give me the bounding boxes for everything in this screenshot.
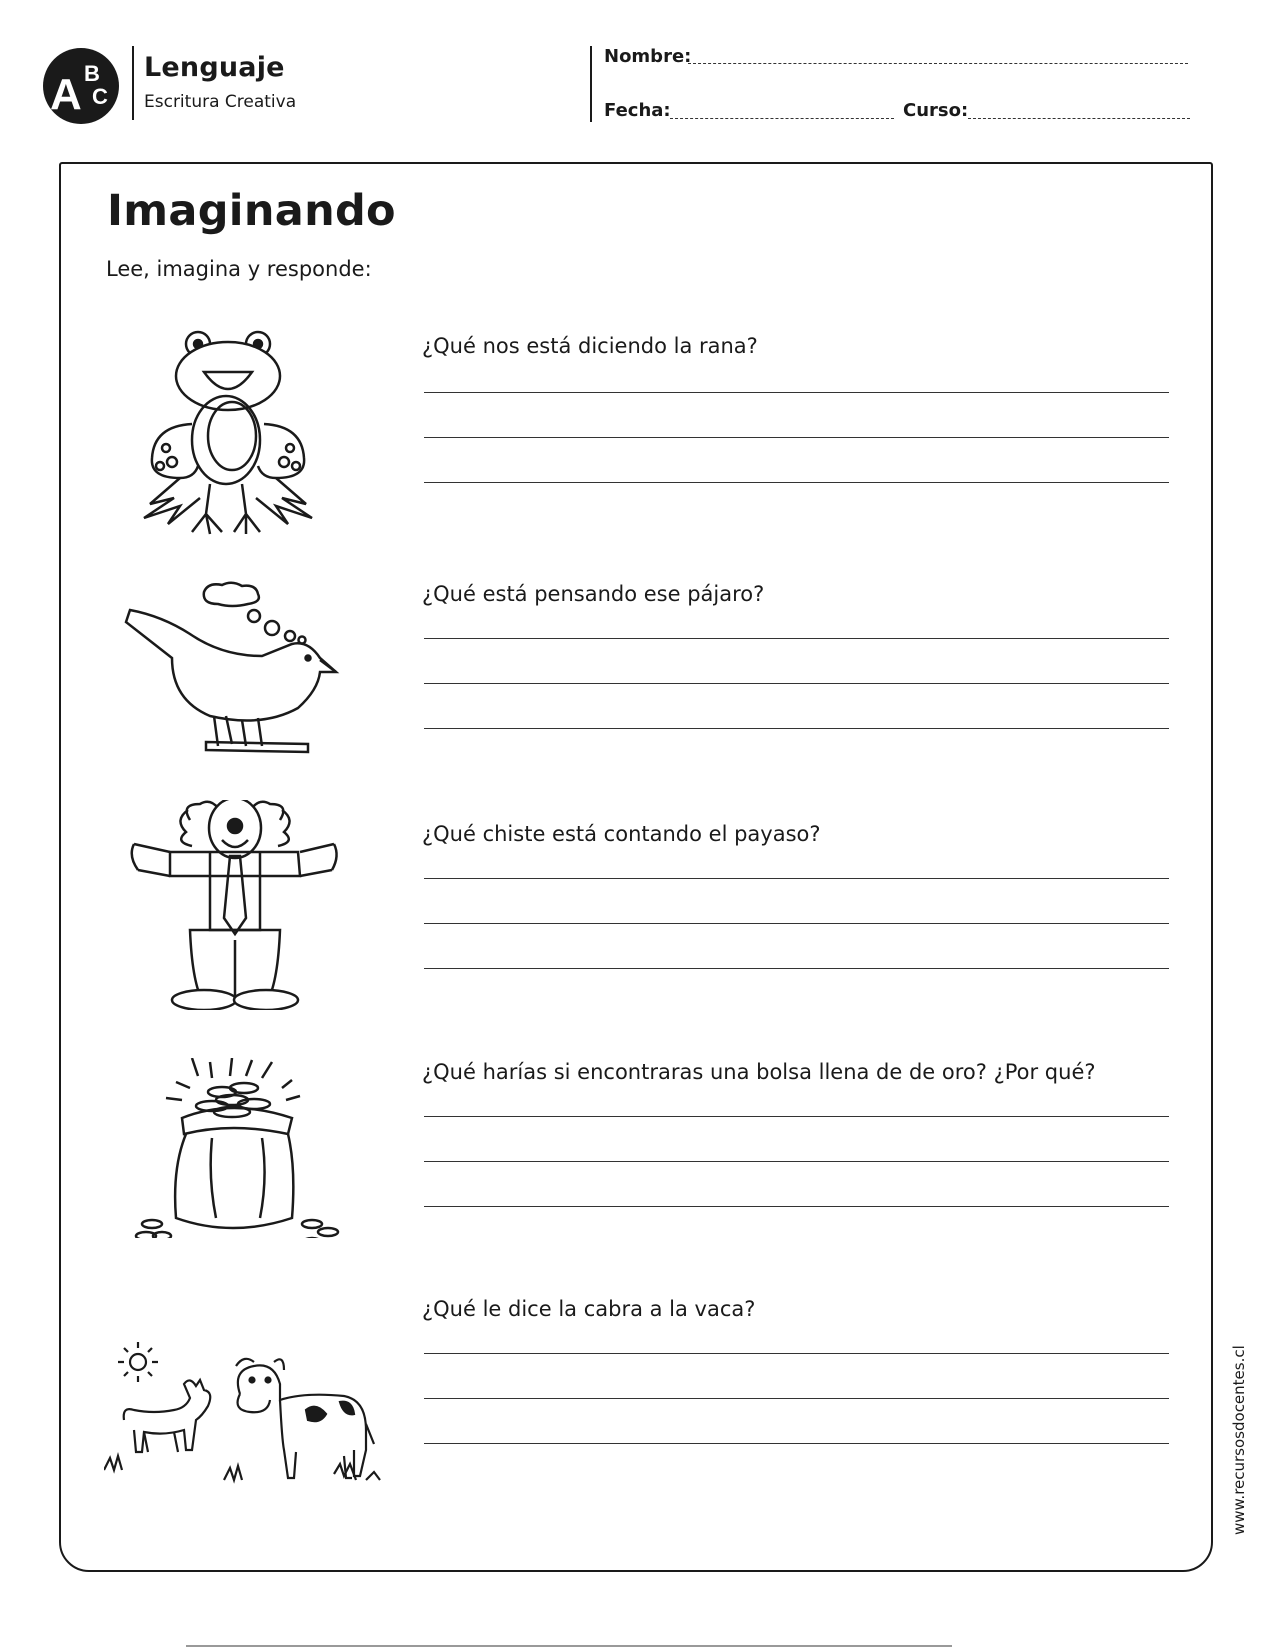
logo-letter-b: B xyxy=(84,61,100,86)
course-label: Curso: xyxy=(903,100,969,121)
clown-illustration xyxy=(130,800,350,1010)
worksheet-instruction: Lee, imagina y responde: xyxy=(106,257,372,281)
bird-illustration xyxy=(122,580,352,760)
frog-illustration xyxy=(140,328,320,538)
question-1: ¿Qué nos está diciendo la rana? xyxy=(422,334,758,358)
answer-line-4-1[interactable] xyxy=(424,1116,1169,1117)
answer-line-5-2[interactable] xyxy=(424,1398,1169,1399)
answer-line-2-1[interactable] xyxy=(424,638,1169,639)
answer-line-1-3[interactable] xyxy=(424,482,1169,483)
goat-cow-illustration xyxy=(104,1340,384,1490)
date-label: Fecha: xyxy=(604,100,671,121)
answer-line-3-2[interactable] xyxy=(424,923,1169,924)
logo-divider xyxy=(132,46,134,120)
subject-title: Lenguaje xyxy=(144,52,285,83)
answer-line-1-2[interactable] xyxy=(424,437,1169,438)
answer-line-1-1[interactable] xyxy=(424,392,1169,393)
website-credit[interactable]: www.recursosdocentes.cl xyxy=(1230,1345,1248,1535)
question-2: ¿Qué está pensando ese pájaro? xyxy=(422,582,765,606)
name-field[interactable] xyxy=(688,63,1188,64)
answer-line-3-3[interactable] xyxy=(424,968,1169,969)
answer-line-4-3[interactable] xyxy=(424,1206,1169,1207)
gold-bag-illustration xyxy=(132,1058,352,1238)
name-label: Nombre: xyxy=(604,46,692,67)
logo-letter-c: C xyxy=(92,84,108,109)
answer-line-5-3[interactable] xyxy=(424,1443,1169,1444)
question-4: ¿Qué harías si encontraras una bolsa llena de de oro? ¿Por qué? xyxy=(422,1060,1096,1084)
answer-line-2-2[interactable] xyxy=(424,683,1169,684)
answer-line-2-3[interactable] xyxy=(424,728,1169,729)
worksheet-title: Imaginando xyxy=(107,186,396,236)
answer-line-5-1[interactable] xyxy=(424,1353,1169,1354)
subject-subtopic: Escritura Creativa xyxy=(144,92,297,112)
course-field[interactable] xyxy=(968,118,1190,119)
question-5: ¿Qué le dice la cabra a la vaca? xyxy=(422,1297,756,1321)
date-field[interactable] xyxy=(670,118,894,119)
answer-line-3-1[interactable] xyxy=(424,878,1169,879)
question-3: ¿Qué chiste está contando el payaso? xyxy=(422,822,821,846)
abc-logo xyxy=(42,47,120,125)
header-divider xyxy=(590,46,592,122)
footer-divider xyxy=(186,1645,952,1647)
logo-letter-a: A xyxy=(50,70,82,119)
answer-line-4-2[interactable] xyxy=(424,1161,1169,1162)
